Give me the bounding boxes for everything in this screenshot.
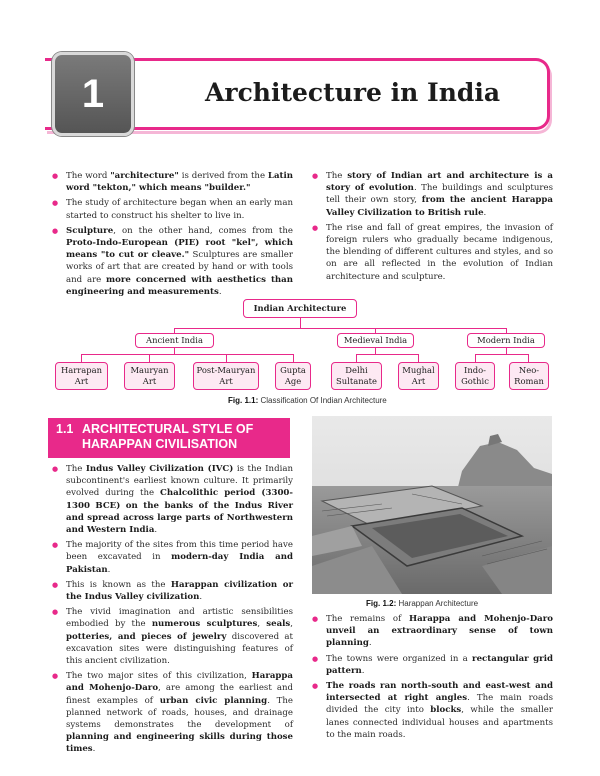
tree-leaf-mauryan: Mauryan Art	[124, 362, 175, 390]
intro-left-column	[52, 170, 293, 301]
bullet-item	[312, 680, 553, 741]
fig-1-1-label: Fig. 1.1:	[228, 396, 259, 405]
text: The word	[66, 171, 111, 181]
bold-text: more concerned with aesthetics than engineering and measurements	[66, 274, 293, 297]
text: , on the other hand, comes from the	[113, 225, 293, 236]
bold-text: Latin word "tekton," which means "builder."	[66, 171, 293, 194]
bold-text: Sculpture	[66, 225, 114, 236]
bold-text: numerous sculptures	[151, 619, 258, 630]
tree-connector	[174, 328, 507, 329]
text: The study of architecture began when an early man started to construct his shelter to live in.	[66, 198, 293, 221]
bold-text: Harappan civilization or the Indus Valley civilization	[66, 579, 293, 603]
text: .	[361, 665, 365, 676]
tree-connector	[293, 354, 294, 362]
tree-leaf-gupta: Gupta Age	[275, 362, 311, 390]
text: .	[218, 286, 222, 297]
text: The rise and fall of great empires, the invasion of foreign rulers who gradually became indigenous, the blending of different cultures and styles, and so on are all reflected in the evolution of Indian architecture and sculpture.	[326, 222, 553, 282]
tree-leaf-indo-gothic: Indo-Gothic	[455, 362, 495, 390]
bold-text: rectangular grid pattern	[326, 653, 553, 676]
section-title: ARCHITECTURAL STYLE OF HARAPPAN CIVILISATION	[82, 422, 254, 451]
bullet-item	[52, 197, 293, 221]
tree-node-ancient: Ancient India	[135, 333, 214, 348]
fig-1-2-label: Fig. 1.2:	[366, 599, 397, 608]
bold-text: urban civic planning	[159, 695, 268, 706]
tree-connector	[475, 354, 476, 362]
text: .	[368, 638, 372, 649]
bold-text: from the ancient Harappa Valley Civilization to British rule	[326, 195, 553, 218]
photo-bullet-list	[312, 613, 553, 741]
tree-connector	[418, 354, 419, 362]
bullet-item	[52, 463, 293, 536]
text: is the Indian subcontinent's earliest known culture. It primarily evolved during the	[66, 464, 293, 499]
chapter-number: 1	[81, 71, 105, 116]
harappan-ruins-photo	[312, 416, 552, 594]
fig-1-2-caption	[366, 599, 478, 608]
bold-text: Harappa and Mohenjo-Daro unveil an extraordinary sense of town planning	[326, 614, 554, 649]
bold-text: story of Indian art and architecture is a story of evolution	[326, 171, 554, 194]
text: The two major sites of this civilization,	[66, 671, 252, 682]
text: The	[66, 464, 86, 474]
tree-connector	[149, 354, 150, 362]
bullet-item	[312, 613, 553, 650]
tree-connector	[356, 354, 357, 362]
fig-1-1-caption	[228, 396, 387, 405]
tree-leaf-post-mauryan: Post-Mauryan Art	[193, 362, 259, 390]
intro-left-list	[52, 170, 293, 298]
bullet-item	[52, 170, 293, 194]
text: This is known as the	[66, 579, 171, 590]
bold-text: potteries, and pieces of jewelry	[66, 631, 227, 642]
bullet-item	[52, 579, 293, 603]
bold-text: planning and engineering skills during those times	[66, 732, 293, 755]
text: Sculptures are smaller works of art that are created by hand or with tools and are	[66, 250, 293, 285]
tree-connector	[81, 354, 82, 362]
section-number: 1.1	[56, 422, 74, 436]
bold-text: The roads ran north-south and east-west and intersected at right angles	[326, 681, 553, 704]
tree-leaf-mughal: Mughal Art	[398, 362, 439, 390]
text: The majority of the sites from this time period have been excavated in	[66, 540, 293, 563]
text: , are among the earliest and finest examples of	[66, 683, 294, 706]
chapter-title: Architecture in India	[205, 78, 501, 107]
bullet-item	[52, 539, 293, 576]
tree-connector	[528, 354, 529, 362]
text: . The planned network of roads, houses, and drainage systems demonstrates the development of	[66, 695, 294, 731]
text: discovered at excavation sites were distinguishing features of this ancient civilization.	[66, 631, 293, 667]
tree-node-medieval: Medieval India	[337, 333, 414, 348]
section-right-column	[312, 613, 553, 744]
bold-text: Chalcolithic period (3300-1300 BCE) on the banks of the Indus River and spread across large parts of Northwestern and Western India	[66, 488, 293, 536]
text: ,	[290, 619, 294, 630]
bullet-item	[312, 653, 553, 677]
text: .	[107, 564, 111, 575]
tree-leaf-delhi: Delhi Sultanate	[331, 362, 382, 390]
harappan-ruins-illustration	[312, 416, 552, 594]
tree-connector	[300, 318, 301, 328]
text: is derived from the	[178, 171, 268, 181]
fig-1-1-text: Classification Of Indian Architecture	[260, 396, 387, 405]
tree-root: Indian Architecture	[243, 299, 357, 318]
bold-text: Harappa and Mohenjo-Daro	[66, 671, 293, 694]
tree-connector	[356, 354, 419, 355]
text: , while the smaller lanes connected individual houses and apartments to the main roads.	[326, 705, 553, 740]
text: . The buildings and sculptures tell their own story,	[326, 183, 553, 206]
tree-leaf-harappan: Harrapan Art	[55, 362, 108, 390]
bullet-item	[312, 170, 553, 219]
text: .	[154, 525, 158, 536]
text: The vivid imagination and artistic sensibilities embodied by the	[66, 607, 293, 630]
tree-connector	[81, 354, 294, 355]
section-heading	[48, 418, 290, 458]
text: The remains of	[326, 614, 409, 624]
text: ,	[257, 619, 267, 630]
bullet-item	[52, 225, 293, 298]
text: The	[326, 171, 348, 181]
tree-node-modern: Modern India	[467, 333, 545, 348]
tree-connector	[475, 354, 529, 355]
bullet-item	[52, 606, 293, 667]
intro-right-column	[312, 170, 553, 286]
bullet-item	[52, 670, 293, 755]
section-left-column	[52, 463, 293, 759]
text: .	[92, 744, 96, 755]
bullet-item	[312, 222, 553, 283]
bold-text: blocks	[430, 705, 462, 716]
bold-text: Proto-Indo-European (PIE) root "kel", which means "to cut or cleave."	[66, 238, 293, 261]
bold-text: Indus Valley Civilization (IVC)	[85, 464, 234, 474]
intro-right-list	[312, 170, 553, 283]
bold-text: seals	[266, 619, 291, 630]
section-bullet-list	[52, 463, 293, 756]
text: .	[199, 592, 203, 603]
bold-text: modern-day India and Pakistan	[66, 552, 294, 575]
tree-leaf-neo-roman: Neo-Roman	[509, 362, 549, 390]
text: . The main roads divided the city into	[326, 693, 554, 716]
fig-1-2-text: Harappan Architecture	[398, 599, 479, 608]
chapter-number-box	[52, 52, 134, 136]
tree-connector	[226, 354, 227, 362]
text: .	[483, 207, 487, 218]
bold-text: "architecture"	[110, 171, 179, 181]
text: The towns were organized in a	[326, 653, 473, 664]
